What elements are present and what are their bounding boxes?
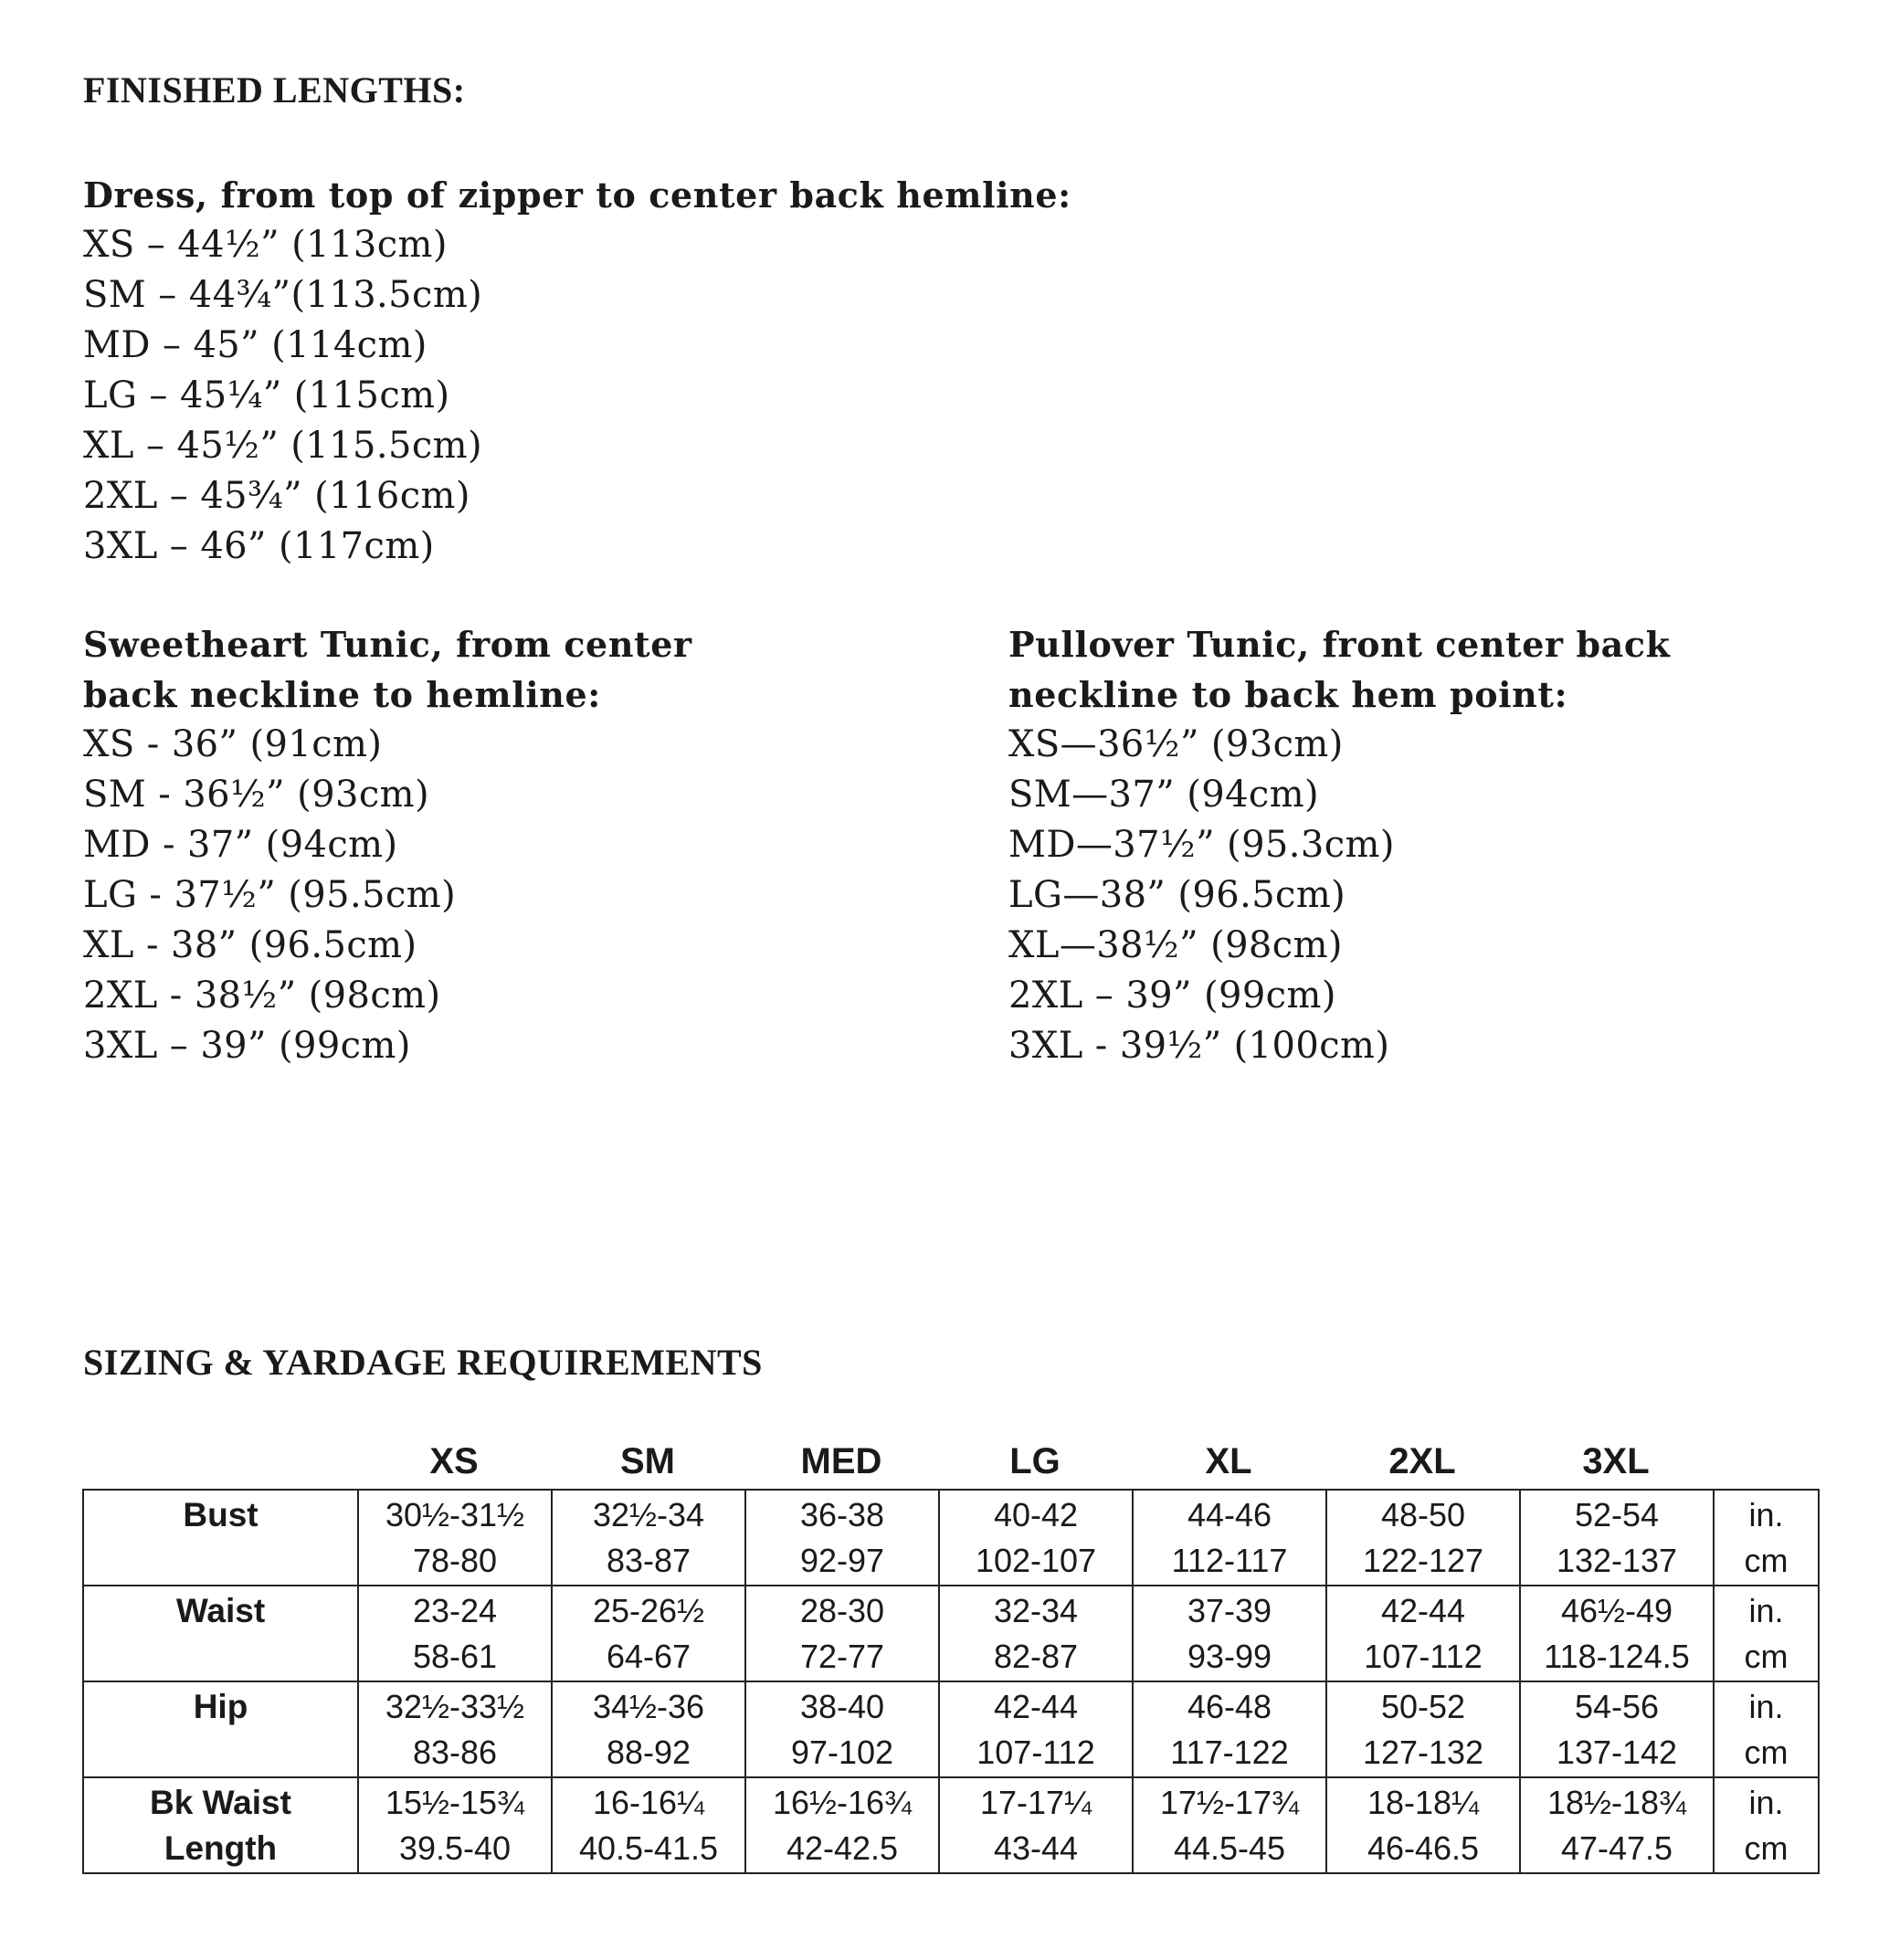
unit-label: cm <box>1744 1733 1789 1771</box>
size-cell <box>358 1490 552 1586</box>
cm-value: 132-137 <box>1556 1542 1678 1579</box>
inch-value: 40-42 <box>993 1496 1079 1533</box>
dress-length-md: MD – 45” (114cm) <box>83 324 427 366</box>
inch-value: 16½-16¾ <box>772 1784 913 1821</box>
measurement-label-text: Hip <box>193 1688 248 1725</box>
size-cell <box>1520 1681 1714 1777</box>
cm-value: 93-99 <box>1187 1638 1272 1675</box>
cm-value: 72-77 <box>799 1638 885 1675</box>
unit-cell <box>1714 1490 1819 1586</box>
inch-value: 34½-36 <box>592 1688 705 1725</box>
size-cell <box>939 1490 1133 1586</box>
cm-value: 83-86 <box>412 1733 498 1771</box>
unit-cell <box>1714 1586 1819 1681</box>
measurement-label-text: Bust <box>183 1496 259 1533</box>
cm-value: 118-124.5 <box>1544 1638 1690 1675</box>
inch-value: 25-26½ <box>592 1592 705 1629</box>
inch-value: 52-54 <box>1574 1496 1660 1533</box>
cm-value: 137-142 <box>1556 1733 1678 1771</box>
inch-value: 50-52 <box>1380 1688 1466 1725</box>
inch-value: 44-46 <box>1187 1496 1272 1533</box>
cm-value: 122-127 <box>1362 1542 1484 1579</box>
cm-value: 117-122 <box>1170 1733 1289 1771</box>
cm-value: 82-87 <box>993 1638 1079 1675</box>
inch-value: 42-44 <box>1380 1592 1466 1629</box>
size-cell <box>939 1777 1133 1873</box>
sweetheart-length-3xl: 3XL – 39” (99cm) <box>83 1025 411 1067</box>
size-cell <box>745 1777 939 1873</box>
size-cell <box>358 1586 552 1681</box>
inch-value: 42-44 <box>993 1688 1079 1725</box>
size-cell <box>358 1681 552 1777</box>
measurement-label-text: Length <box>164 1829 278 1867</box>
size-cell <box>1520 1490 1714 1586</box>
unit-label: in. <box>1748 1784 1784 1821</box>
inch-value: 38-40 <box>799 1688 885 1725</box>
cm-value: 78-80 <box>412 1542 498 1579</box>
sweetheart-length-2xl: 2XL - 38½” (98cm) <box>83 975 441 1017</box>
inch-value: 18-18¼ <box>1367 1784 1480 1821</box>
inch-value: 23-24 <box>412 1592 498 1629</box>
sweetheart-length-xl: XL - 38” (96.5cm) <box>83 924 417 966</box>
inch-value: 36-38 <box>799 1496 885 1533</box>
size-cell <box>1326 1777 1520 1873</box>
pullover-length-lg: LG—38” (96.5cm) <box>1008 874 1346 916</box>
cm-value: 107-112 <box>976 1733 1095 1771</box>
cm-value: 47-47.5 <box>1560 1829 1673 1867</box>
size-cell <box>939 1681 1133 1777</box>
unit-label: cm <box>1744 1638 1789 1675</box>
measurement-row-hip <box>83 1681 1819 1777</box>
measurement-label <box>83 1681 358 1777</box>
pullover-tunic-lengths <box>1008 619 1671 1071</box>
pullover-length-3xl: 3XL - 39½” (100cm) <box>1008 1025 1390 1067</box>
dress-title: Dress, from top of zipper to center back hemline: <box>83 174 1071 216</box>
size-cell <box>1133 1777 1326 1873</box>
size-header-xs: XS <box>429 1441 479 1481</box>
pullover-length-2xl: 2XL – 39” (99cm) <box>1008 975 1336 1017</box>
size-header-2xl: 2XL <box>1388 1441 1456 1481</box>
size-cell <box>1520 1777 1714 1873</box>
cm-value: 64-67 <box>606 1638 691 1675</box>
cm-value: 92-97 <box>799 1542 885 1579</box>
size-cell <box>1326 1490 1520 1586</box>
pullover-title-line1: Pullover Tunic, front center back <box>1008 624 1671 665</box>
sweetheart-tunic-lengths <box>83 619 692 1071</box>
cm-value: 46-46.5 <box>1367 1829 1480 1867</box>
unit-cell <box>1714 1681 1819 1777</box>
unit-label: in. <box>1748 1496 1784 1533</box>
cm-value: 39.5-40 <box>398 1829 512 1867</box>
size-cell <box>745 1586 939 1681</box>
dress-lengths <box>83 170 1071 572</box>
sweetheart-length-md: MD - 37” (94cm) <box>83 824 398 866</box>
size-cell <box>1520 1586 1714 1681</box>
size-cell <box>552 1586 745 1681</box>
unit-label: cm <box>1744 1829 1789 1867</box>
pullover-length-md: MD—37½” (95.3cm) <box>1008 824 1395 866</box>
pullover-length-sm: SM—37” (94cm) <box>1008 774 1320 816</box>
size-cell <box>1133 1490 1326 1586</box>
cm-value: 107-112 <box>1364 1638 1483 1675</box>
size-cell <box>358 1777 552 1873</box>
pullover-length-xl: XL—38½” (98cm) <box>1008 924 1343 966</box>
cm-value: 127-132 <box>1362 1733 1484 1771</box>
size-cell <box>939 1586 1133 1681</box>
unit-label: in. <box>1748 1592 1784 1629</box>
dress-length-3xl: 3XL – 46” (117cm) <box>83 525 435 567</box>
inch-value: 18½-18¾ <box>1546 1784 1687 1821</box>
size-cell <box>1133 1681 1326 1777</box>
inch-value: 37-39 <box>1187 1592 1272 1629</box>
size-cell <box>745 1681 939 1777</box>
inch-value: 54-56 <box>1574 1688 1660 1725</box>
cm-value: 88-92 <box>606 1733 691 1771</box>
measurement-label <box>83 1777 358 1873</box>
cm-value: 102-107 <box>975 1542 1097 1579</box>
size-cell <box>1326 1586 1520 1681</box>
cm-value: 83-87 <box>606 1542 691 1579</box>
measurement-row-bust <box>83 1490 1819 1586</box>
unit-label: in. <box>1748 1688 1784 1725</box>
sweetheart-length-lg: LG - 37½” (95.5cm) <box>83 874 457 916</box>
measurement-row-bk-waist-length <box>83 1777 1819 1873</box>
cm-value: 42-42.5 <box>786 1829 899 1867</box>
size-cell <box>552 1777 745 1873</box>
size-header-lg: LG <box>1009 1441 1061 1481</box>
cm-value: 58-61 <box>412 1638 498 1675</box>
inch-value: 48-50 <box>1380 1496 1466 1533</box>
size-cell <box>1326 1681 1520 1777</box>
inch-value: 32½-33½ <box>385 1688 525 1725</box>
dress-length-xs: XS – 44½” (113cm) <box>83 224 448 266</box>
measurement-label-text: Bk Waist <box>150 1784 291 1821</box>
dress-length-sm: SM – 44¾”(113.5cm) <box>83 274 483 316</box>
dress-length-xl: XL – 45½” (115.5cm) <box>83 425 482 467</box>
size-header-3xl: 3XL <box>1582 1441 1650 1481</box>
inch-value: 17-17¼ <box>979 1784 1092 1821</box>
size-header-xl: XL <box>1205 1441 1252 1481</box>
size-cell <box>745 1490 939 1586</box>
inch-value: 32-34 <box>993 1592 1079 1629</box>
size-header-sm: SM <box>620 1441 675 1481</box>
measurement-label <box>83 1586 358 1681</box>
sweetheart-length-sm: SM - 36½” (93cm) <box>83 774 429 816</box>
dress-length-lg: LG – 45¼” (115cm) <box>83 374 450 416</box>
inch-value: 15½-15¾ <box>385 1784 525 1821</box>
cm-value: 40.5-41.5 <box>578 1829 719 1867</box>
sweetheart-length-xs: XS - 36” (91cm) <box>83 723 383 765</box>
size-cell <box>552 1490 745 1586</box>
measurement-label-text: Waist <box>175 1592 266 1629</box>
inch-value: 46-48 <box>1187 1688 1272 1725</box>
measurement-label <box>83 1490 358 1586</box>
inch-value: 17½-17¾ <box>1159 1784 1300 1821</box>
inch-value: 16-16¼ <box>592 1784 705 1821</box>
cm-value: 44.5-45 <box>1173 1829 1286 1867</box>
inch-value: 30½-31½ <box>385 1496 525 1533</box>
sweetheart-title-line1: Sweetheart Tunic, from center <box>83 624 692 665</box>
size-cell <box>552 1681 745 1777</box>
inch-value: 32½-34 <box>592 1496 705 1533</box>
dress-length-2xl: 2XL – 45¾” (116cm) <box>83 475 470 517</box>
inch-value: 28-30 <box>799 1592 885 1629</box>
unit-cell <box>1714 1777 1819 1873</box>
unit-label: cm <box>1744 1542 1789 1579</box>
finished-lengths-heading: FINISHED LENGTHS: <box>83 69 466 111</box>
cm-value: 112-117 <box>1171 1542 1288 1579</box>
cm-value: 43-44 <box>993 1829 1079 1867</box>
size-header-med: MED <box>800 1441 882 1481</box>
sizing-yardage-heading: SIZING & YARDAGE REQUIREMENTS <box>83 1342 763 1383</box>
pullover-length-xs: XS—36½” (93cm) <box>1008 723 1344 765</box>
pullover-title-line2: neckline to back hem point: <box>1008 674 1568 715</box>
inch-value: 46½-49 <box>1560 1592 1673 1629</box>
size-cell <box>1133 1586 1326 1681</box>
cm-value: 97-102 <box>790 1733 894 1771</box>
sweetheart-title-line2: back neckline to hemline: <box>83 674 601 715</box>
measurement-row-waist <box>83 1586 1819 1681</box>
sizing-table <box>82 1489 1820 1874</box>
